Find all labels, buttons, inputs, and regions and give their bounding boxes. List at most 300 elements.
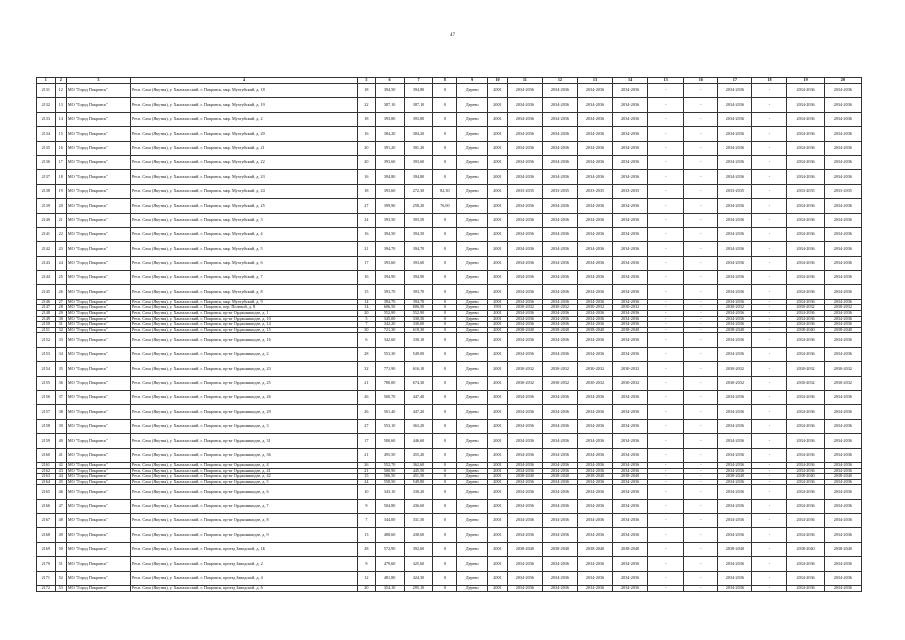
table-cell: МО "Город Покровск" (66, 514, 130, 528)
table-cell: 2034-2036 (542, 271, 577, 285)
table-cell: 2034-2036 (507, 98, 542, 112)
table-cell: 2034-2036 (718, 170, 752, 184)
table-cell: - (648, 311, 684, 317)
table-cell: 2038-2040 (824, 327, 861, 333)
table-row (37, 285, 862, 299)
table-cell: 2034-2036 (542, 485, 577, 499)
table-cell: МО "Город Покровск" (66, 499, 130, 513)
table-row (37, 571, 862, 585)
table-cell: 2034-2036 (613, 322, 648, 328)
table-cell: 2034-2036 (718, 227, 752, 241)
table-cell: МО "Город Покровск" (66, 362, 130, 376)
table-cell: Респ. Саха (Якутия), у. Хангаласский, г. Покровск, мкр. Мухтуйский, д. 4 (130, 227, 357, 241)
table-cell: 2034-2036 (507, 316, 542, 322)
table-cell: 2030-2032 (577, 376, 612, 390)
table-cell: 394,70 (375, 299, 404, 305)
table-cell: - (684, 557, 718, 571)
table-cell: 20 (358, 155, 376, 169)
table-cell: - (684, 311, 718, 317)
table-cell: Дерево (457, 571, 488, 585)
table-cell: 295,10 (404, 586, 433, 592)
table-cell: 2034-2036 (824, 448, 861, 462)
table-cell: 2034-2036 (787, 285, 824, 299)
table-cell: 393,70 (404, 285, 433, 299)
table-cell: 2034-2036 (507, 170, 542, 184)
table-cell: 616,10 (404, 362, 433, 376)
table-cell: 2144 (37, 271, 56, 285)
table-cell: 0 (433, 98, 457, 112)
table-cell: 2034-2036 (787, 199, 824, 213)
table-cell: Дерево (457, 528, 488, 542)
table-cell: 2034-2036 (718, 419, 752, 433)
table-cell: МО "Город Покровск" (66, 285, 130, 299)
table-cell: 2030-2032 (824, 376, 861, 390)
table-cell: - (648, 448, 684, 462)
table-cell: МО "Город Покровск" (66, 170, 130, 184)
table-cell: 2034-2036 (613, 485, 648, 499)
table-cell: 2034-2036 (507, 333, 542, 347)
column-header: 19 (787, 78, 824, 84)
table-cell: МО "Город Покровск" (66, 256, 130, 270)
table-cell: - (684, 376, 718, 390)
table-cell: - (684, 405, 718, 419)
table-cell: МО "Город Покровск" (66, 434, 130, 448)
table-cell: Дерево (457, 256, 488, 270)
table-cell: 2034-2036 (613, 199, 648, 213)
table-cell: 2164 (37, 479, 56, 485)
table-cell: 2034-2036 (542, 462, 577, 468)
table-cell: - (684, 514, 718, 528)
table-cell: 2156 (37, 390, 56, 404)
table-cell: 2034-2036 (824, 462, 861, 468)
table-cell: - (648, 557, 684, 571)
table-cell: 2034-2036 (787, 571, 824, 585)
table-cell: 2034-2036 (824, 333, 861, 347)
table-cell: 2034-2036 (718, 571, 752, 585)
table-cell: 446,60 (404, 434, 433, 448)
table-cell: 2034-2036 (577, 405, 612, 419)
table-cell: 2034-2036 (824, 479, 861, 485)
table-cell: 2001 (488, 462, 508, 468)
table-cell: 2034-2036 (613, 448, 648, 462)
table-cell: 30 (358, 327, 376, 333)
table-cell: - (684, 528, 718, 542)
table-cell: 18 (358, 184, 376, 198)
table-cell: Дерево (457, 84, 488, 98)
table-cell: 392,60 (404, 542, 433, 556)
table-row (37, 170, 862, 184)
table-cell: МО "Город Покровск" (66, 316, 130, 322)
table-cell: 2034-2036 (787, 242, 824, 256)
table-cell: 393,60 (375, 184, 404, 198)
table-cell: 2034-2036 (718, 299, 752, 305)
table-cell: 2034-2036 (824, 141, 861, 155)
table-cell: 2133 (37, 112, 56, 126)
table-cell: 331,50 (404, 514, 433, 528)
table-cell: - (752, 98, 787, 112)
column-header: 16 (684, 78, 718, 84)
table-cell: 2034-2036 (542, 256, 577, 270)
table-cell: 2034-2036 (613, 242, 648, 256)
table-cell: 2034-2036 (507, 199, 542, 213)
table-cell: 504,80 (375, 499, 404, 513)
table-cell: 2034-2036 (542, 199, 577, 213)
table-cell: 2034-2036 (787, 448, 824, 462)
table-cell: 394,80 (404, 84, 433, 98)
table-cell: 14 (358, 305, 376, 311)
table-cell: 2034-2036 (542, 227, 577, 241)
table-cell: 2161 (37, 462, 56, 468)
table-cell: 20 (55, 199, 66, 213)
table-cell: - (752, 485, 787, 499)
table-row (37, 542, 862, 556)
table-cell: 2030-2032 (507, 305, 542, 311)
table-cell: 2135 (37, 141, 56, 155)
table-cell: 42 (55, 462, 66, 468)
table-cell: 2034-2036 (613, 98, 648, 112)
table-cell: 37 (55, 390, 66, 404)
table-cell: 2034-2036 (577, 98, 612, 112)
table-cell: 2034-2036 (718, 586, 752, 592)
table-cell: 0 (433, 271, 457, 285)
table-cell: 18 (55, 170, 66, 184)
table-cell: 2131 (37, 84, 56, 98)
table-cell: 2159 (37, 434, 56, 448)
table-cell: 780,00 (375, 376, 404, 390)
table-cell: Респ. Саха (Якутия), у. Хангаласский, г. Покровск, пр-кт Орджоникидзе, д. 14 (130, 322, 357, 328)
table-cell: 2038-2040 (824, 474, 861, 480)
table-cell: 2034-2036 (542, 499, 577, 513)
table-cell: - (648, 299, 684, 305)
table-cell: 18 (358, 112, 376, 126)
table-cell: 2034-2036 (824, 170, 861, 184)
table-cell: 2030-2032 (824, 305, 861, 311)
table-cell: 436,60 (404, 499, 433, 513)
table-cell: - (648, 376, 684, 390)
table-cell: 12 (358, 571, 376, 585)
table-cell: 2034-2036 (542, 299, 577, 305)
table-cell: МО "Город Покровск" (66, 199, 130, 213)
table-cell: МО "Город Покровск" (66, 390, 130, 404)
table-cell: 2034-2036 (613, 479, 648, 485)
table-cell: 2034-2036 (613, 127, 648, 141)
table-cell: Дерево (457, 155, 488, 169)
table-cell: Респ. Саха (Якутия), у. Хангаласский, г. Покровск, мкр. Мухтуйский, д. 25 (130, 199, 357, 213)
table-cell: - (684, 468, 718, 474)
table-cell: 2034-2036 (542, 514, 577, 528)
table-cell: 2001 (488, 347, 508, 361)
table-cell: - (648, 170, 684, 184)
table-cell: 2033-2035 (718, 184, 752, 198)
column-header: 20 (824, 78, 861, 84)
table-cell: 2034-2036 (787, 141, 824, 155)
table-cell: 0 (433, 499, 457, 513)
table-cell: 2034-2036 (787, 557, 824, 571)
table-cell: 2145 (37, 285, 56, 299)
table-cell: 2001 (488, 84, 508, 98)
table-cell: 2001 (488, 499, 508, 513)
table-cell: Респ. Саха (Якутия), у. Хангаласский, г. Покровск, мкр. Мухтуйский, д. 2 (130, 112, 357, 126)
table-cell: 2034-2036 (718, 271, 752, 285)
table-cell: 2170 (37, 557, 56, 571)
table-cell: 394,90 (375, 271, 404, 285)
table-cell: 2038-2040 (613, 327, 648, 333)
table-cell: - (648, 571, 684, 585)
table-cell: 2034-2036 (507, 299, 542, 305)
table-cell: Респ. Саха (Якутия), у. Хангаласский, г. Покровск, мкр. Мухтуйский, д. 20 (130, 127, 357, 141)
table-cell: МО "Город Покровск" (66, 474, 130, 480)
table-cell: 2154 (37, 362, 56, 376)
table-cell: 0 (433, 285, 457, 299)
table-cell: 35 (55, 362, 66, 376)
table-cell: 2034-2036 (824, 557, 861, 571)
table-cell: 2038-2040 (613, 542, 648, 556)
table-cell: 0 (433, 299, 457, 305)
table-cell: Респ. Саха (Якутия), у. Хангаласский, г. Покровск, пр-кт Орджоникидзе, д. 5 (130, 479, 357, 485)
table-cell: 2034-2036 (613, 285, 648, 299)
table-row (37, 347, 862, 361)
table-cell: - (648, 256, 684, 270)
table-cell: 2034-2036 (507, 434, 542, 448)
table-cell: - (752, 242, 787, 256)
table-cell: 2034-2036 (824, 586, 861, 592)
table-cell: 330,10 (404, 333, 433, 347)
table-cell: - (648, 316, 684, 322)
table-cell: 2034-2036 (542, 170, 577, 184)
table-cell: 2034-2036 (787, 479, 824, 485)
table-cell: Респ. Саха (Якутия), у. Хангаласский, г. Покровск, мкр. Мухтуйский, д. 3 (130, 213, 357, 227)
column-header: 12 (542, 78, 577, 84)
table-cell: 2034-2036 (787, 316, 824, 322)
table-cell: Дерево (457, 271, 488, 285)
table-cell: 2034-2036 (613, 586, 648, 592)
table-cell: 2034-2036 (577, 462, 612, 468)
table-cell: 2001 (488, 485, 508, 499)
table-cell: 2034-2036 (824, 571, 861, 585)
table-cell: 36 (55, 376, 66, 390)
table-cell: - (752, 514, 787, 528)
table-cell: 2034-2036 (787, 170, 824, 184)
table-cell: 2034-2036 (787, 419, 824, 433)
table-cell: 354,10 (375, 586, 404, 592)
table-cell: 394,50 (375, 84, 404, 98)
table-cell: 2034-2036 (824, 256, 861, 270)
table-cell: Респ. Саха (Якутия), у. Хангаласский, г. Покровск, пр-кт Орджоникидзе, д. 3 (130, 419, 357, 433)
table-cell: 2034-2036 (718, 256, 752, 270)
table-cell: 2034-2036 (507, 462, 542, 468)
table-cell: 2034-2036 (507, 112, 542, 126)
table-cell: 2034-2036 (542, 434, 577, 448)
table-cell: - (752, 227, 787, 241)
table-cell: 2034-2036 (787, 227, 824, 241)
table-cell: 2001 (488, 514, 508, 528)
table-cell: 21 (55, 213, 66, 227)
table-cell: 2149 (37, 316, 56, 322)
table-cell: 2034-2036 (718, 347, 752, 361)
table-cell: Дерево (457, 199, 488, 213)
table-cell: 2034-2036 (507, 405, 542, 419)
table-cell: 0 (433, 213, 457, 227)
table-cell: Респ. Саха (Якутия), у. Хангаласский, г. Покровск, пр-кт Орджоникидзе, д. 41 (130, 468, 357, 474)
table-cell: 0 (433, 127, 457, 141)
table-cell: 45 (55, 479, 66, 485)
table-cell: 2034-2036 (718, 213, 752, 227)
table-cell: - (684, 499, 718, 513)
table-cell: 2001 (488, 571, 508, 585)
table-cell: Дерево (457, 316, 488, 322)
table-cell: 2001 (488, 285, 508, 299)
table-cell: 2034-2036 (577, 322, 612, 328)
table-cell: Респ. Саха (Якутия), у. Хангаласский, г. Покровск, мкр. Мухтуйский, д. 8 (130, 285, 357, 299)
table-cell: 2034-2036 (542, 98, 577, 112)
table-cell: - (684, 333, 718, 347)
table-cell: - (752, 586, 787, 592)
table-cell: 0 (433, 448, 457, 462)
table-cell: 2030-2032 (542, 305, 577, 311)
table-cell: 0 (433, 316, 457, 322)
column-header: 13 (577, 78, 612, 84)
table-cell: 16 (55, 141, 66, 155)
table-cell: 21 (358, 242, 376, 256)
table-cell: 9 (358, 499, 376, 513)
table-cell: 2034-2036 (824, 316, 861, 322)
table-cell: 2034-2036 (507, 271, 542, 285)
table-cell: 2038-2040 (507, 542, 542, 556)
table-cell: 14 (55, 112, 66, 126)
table-cell: Дерево (457, 390, 488, 404)
table-cell: Дерево (457, 462, 488, 468)
table-cell: 2034-2036 (718, 322, 752, 328)
table-cell: 2034-2036 (824, 285, 861, 299)
table-row (37, 499, 862, 513)
table-cell: 10 (358, 485, 376, 499)
table-cell: 2038-2040 (824, 542, 861, 556)
table-cell: 6 (358, 333, 376, 347)
table-cell: - (648, 499, 684, 513)
table-cell: 619,30 (404, 327, 433, 333)
table-cell: - (752, 362, 787, 376)
table-row (37, 448, 862, 462)
table-cell: 2038-2040 (507, 474, 542, 480)
table-cell: - (648, 474, 684, 480)
table-cell: Респ. Саха (Якутия), у. Хангаласский, г. Покровск, мкр. Мухтуйский, д. 23 (130, 170, 357, 184)
table-cell: 500,70 (375, 390, 404, 404)
table-cell: 345,00 (375, 316, 404, 322)
table-cell: - (648, 155, 684, 169)
table-cell: 342,60 (375, 333, 404, 347)
table-cell: 7 (358, 514, 376, 528)
table-cell: - (752, 571, 787, 585)
table-cell: 2038-2040 (507, 327, 542, 333)
table-cell: 2001 (488, 155, 508, 169)
table-cell: 2034-2036 (613, 256, 648, 270)
table-cell: МО "Город Покровск" (66, 586, 130, 592)
table-cell: 553,30 (375, 347, 404, 361)
table-cell: 26 (358, 405, 376, 419)
table-cell: 2034-2036 (507, 390, 542, 404)
column-header: 2 (55, 78, 66, 84)
table-cell: - (752, 557, 787, 571)
table-cell: 394,70 (375, 242, 404, 256)
table-cell: 2034-2036 (613, 170, 648, 184)
table-cell: Респ. Саха (Якутия), у. Хангаласский, г. Покровск, пр-кт Орджоникидзе, д. 2 (130, 347, 357, 361)
table-cell: 2001 (488, 184, 508, 198)
table-cell: 2001 (488, 316, 508, 322)
table-cell: 2136 (37, 155, 56, 169)
column-header: 9 (457, 78, 488, 84)
table-cell: МО "Город Покровск" (66, 571, 130, 585)
table-cell: 2001 (488, 479, 508, 485)
table-cell: 343,10 (375, 485, 404, 499)
table-cell: 24 (55, 256, 66, 270)
table-cell: - (752, 322, 787, 328)
table-cell: - (648, 528, 684, 542)
table-cell: 391,20 (404, 141, 433, 155)
table-cell: 49 (55, 528, 66, 542)
table-cell: 2137 (37, 170, 56, 184)
table-cell: 2034-2036 (542, 468, 577, 474)
table-cell: Дерево (457, 586, 488, 592)
table-cell: 2034-2036 (542, 316, 577, 322)
table-cell: 43 (55, 468, 66, 474)
table-cell: 2034-2036 (787, 434, 824, 448)
table-cell: 2034-2036 (613, 299, 648, 305)
table-cell: 2034-2036 (542, 84, 577, 98)
table-cell: 558,50 (375, 479, 404, 485)
table-cell: 2034-2036 (613, 462, 648, 468)
table-cell: - (752, 305, 787, 311)
table-cell: 16 (358, 271, 376, 285)
column-header: 6 (375, 78, 404, 84)
table-cell: 330,50 (404, 316, 433, 322)
table-cell: 2034-2036 (787, 155, 824, 169)
table-cell: 0 (433, 362, 457, 376)
table-cell: 2034-2036 (507, 485, 542, 499)
table-cell: 330,00 (404, 322, 433, 328)
table-cell: 2034-2036 (577, 213, 612, 227)
table-cell: 2030-2032 (507, 376, 542, 390)
table-cell: 2034-2036 (787, 84, 824, 98)
table-cell: - (648, 434, 684, 448)
table-cell: 2034-2036 (824, 227, 861, 241)
table-cell: 2034-2036 (787, 127, 824, 141)
table-cell: 258,20 (404, 199, 433, 213)
table-cell: 2034-2036 (577, 485, 612, 499)
table-cell: 2001 (488, 311, 508, 317)
table-cell: 481,80 (375, 571, 404, 585)
table-cell: 53 (55, 586, 66, 592)
table-cell: - (752, 127, 787, 141)
table-cell: 451,50 (404, 474, 433, 480)
table-cell: 0 (433, 479, 457, 485)
table-cell: 2034-2036 (613, 141, 648, 155)
table-cell: 2034-2036 (577, 170, 612, 184)
table-cell: - (752, 213, 787, 227)
table-cell: 17 (358, 434, 376, 448)
table-cell: 2034-2036 (787, 98, 824, 112)
table-cell: 2034-2036 (577, 571, 612, 585)
table-cell: 2034-2036 (507, 213, 542, 227)
table-cell: Дерево (457, 468, 488, 474)
table-row (37, 256, 862, 270)
table-cell: Респ. Саха (Якутия), у. Хангаласский, г. Покровск, пр-кт Орджоникидзе, д. 8 (130, 514, 357, 528)
table-cell: 2030-2032 (542, 376, 577, 390)
table-cell: 0 (433, 84, 457, 98)
table-cell: Дерево (457, 112, 488, 126)
table-cell: 15 (55, 127, 66, 141)
table-cell: 393,80 (404, 112, 433, 126)
table-cell: 2132 (37, 98, 56, 112)
